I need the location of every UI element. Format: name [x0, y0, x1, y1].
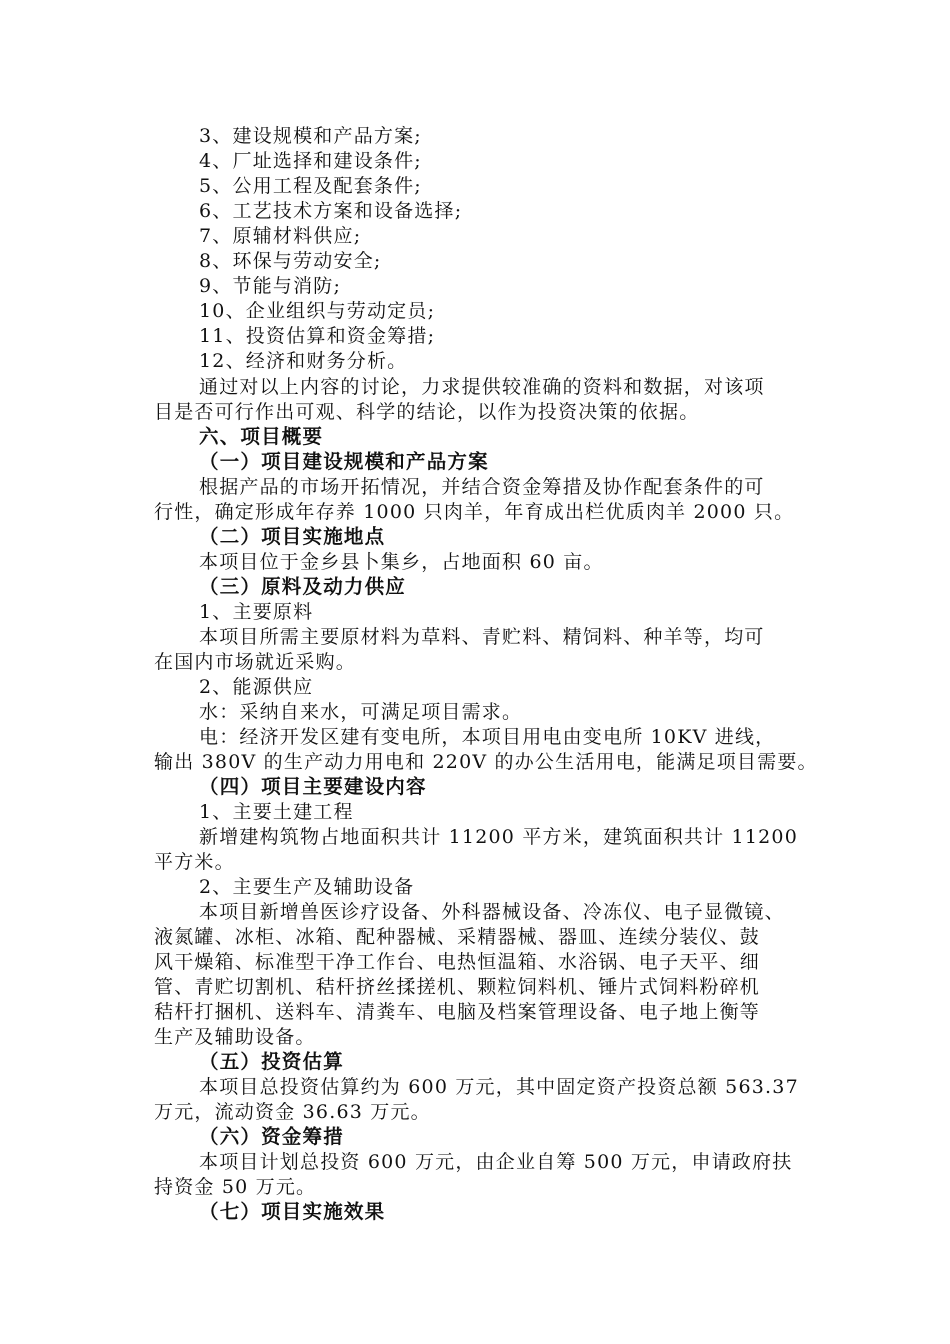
paragraph-line: 本项目总投资估算约为 600 万元，其中固定资产投资总额 563.37 — [199, 1076, 799, 1098]
list-item-5: 5、公用工程及配套条件; — [199, 175, 422, 197]
subsection-heading: （二）项目实施地点 — [199, 525, 386, 548]
paragraph-line: 万元，流动资金 36.63 万元。 — [154, 1101, 431, 1123]
paragraph-line: 持资金 50 万元。 — [154, 1176, 317, 1198]
paragraph-line: 根据产品的市场开拓情况，并结合资金筹措及协作配套条件的可 — [199, 476, 765, 498]
section-heading: 六、项目概要 — [199, 425, 324, 448]
list-item-9: 9、节能与消防; — [199, 275, 342, 297]
paragraph-line: 输出 380V 的生产动力用电和 220V 的办公生活用电，能满足项目需要。 — [154, 751, 818, 773]
list-item-12: 12、经济和财务分析。 — [199, 350, 408, 372]
subsection-heading: （四）项目主要建设内容 — [199, 775, 427, 798]
paragraph-line: 通过对以上内容的讨论，力求提供较准确的资料和数据，对该项 — [199, 376, 765, 398]
paragraph-line: 新增建构筑物占地面积共计 11200 平方米，建筑面积共计 11200 — [199, 826, 799, 848]
item-heading: 1、主要土建工程 — [199, 801, 354, 823]
paragraph-line: 本项目新增兽医诊疗设备、外科器械设备、冷冻仪、电子显微镜、 — [199, 901, 785, 923]
item-heading: 2、主要生产及辅助设备 — [199, 876, 415, 898]
paragraph-line: 风干燥箱、标准型干净工作台、电热恒温箱、水浴锅、电子天平、细 — [154, 951, 761, 973]
list-item-8: 8、环保与劳动安全; — [199, 250, 382, 272]
paragraph-line: 平方米。 — [154, 851, 235, 873]
list-item-6: 6、工艺技术方案和设备选择; — [199, 200, 463, 222]
subsection-heading: （五）投资估算 — [199, 1050, 344, 1073]
paragraph-line: 生产及辅助设备。 — [154, 1026, 316, 1048]
paragraph-line: 在国内市场就近采购。 — [154, 651, 357, 673]
list-item-11: 11、投资估算和资金筹措; — [199, 325, 436, 347]
paragraph-line: 目是否可行作出可观、科学的结论，以作为投资决策的依据。 — [154, 401, 700, 423]
item-heading: 2、能源供应 — [199, 676, 314, 698]
list-item-4: 4、厂址选择和建设条件; — [199, 150, 422, 172]
paragraph-line: 管、青贮切割机、秸杆挤丝揉搓机、颗粒饲料机、锤片式饲料粉碎机 — [154, 976, 761, 998]
paragraph-line: 行性，确定形成年存养 1000 只肉羊，年育成出栏优质肉羊 2000 只。 — [154, 501, 795, 523]
list-item-10: 10、企业组织与劳动定员; — [199, 300, 436, 322]
list-item-7: 7、原辅材料供应; — [199, 225, 362, 247]
subsection-heading: （六）资金筹措 — [199, 1125, 344, 1148]
paragraph-line: 本项目位于金乡县卜集乡，占地面积 60 亩。 — [199, 551, 604, 573]
paragraph-line: 电：经济开发区建有变电所，本项目用电由变电所 10KV 进线， — [199, 726, 776, 748]
paragraph-line: 秸杆打捆机、送料车、清粪车、电脑及档案管理设备、电子地上衡等 — [154, 1001, 761, 1023]
paragraph-line: 水：采纳自来水，可满足项目需求。 — [199, 701, 523, 723]
paragraph-line: 液氮罐、冰柜、冰箱、配种器械、采精器械、器皿、连续分装仪、鼓 — [154, 926, 761, 948]
subsection-heading: （一）项目建设规模和产品方案 — [199, 450, 489, 473]
list-item-3: 3、建设规模和产品方案; — [199, 125, 422, 147]
item-heading: 1、主要原料 — [199, 601, 314, 623]
paragraph-line: 本项目计划总投资 600 万元，由企业自筹 500 万元，申请政府扶 — [199, 1151, 793, 1173]
paragraph-line: 本项目所需主要原材料为草料、青贮料、精饲料、种羊等，均可 — [199, 626, 765, 648]
subsection-heading: （七）项目实施效果 — [199, 1200, 386, 1223]
subsection-heading: （三）原料及动力供应 — [199, 575, 407, 598]
